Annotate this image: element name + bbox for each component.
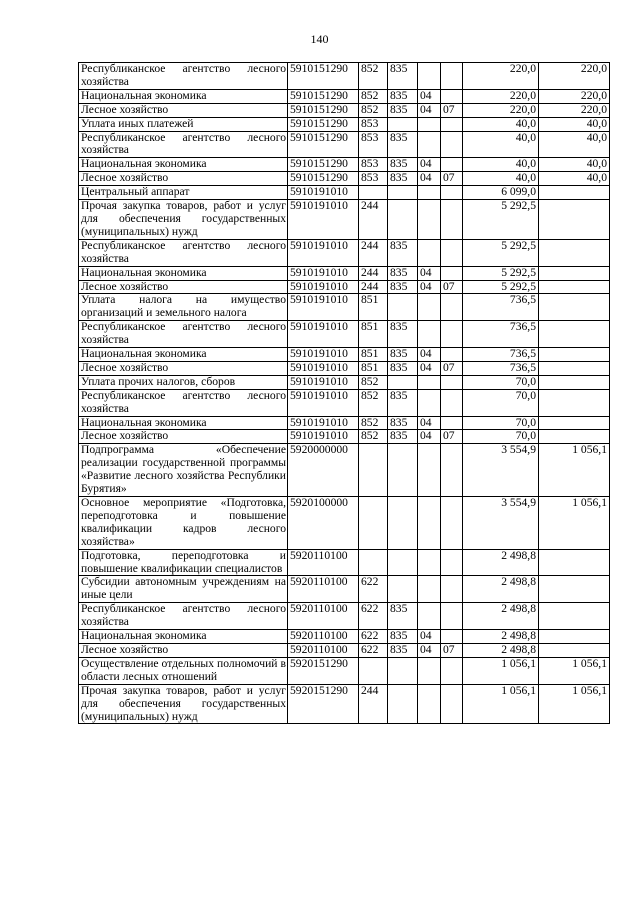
table-row	[79, 444, 610, 497]
subsection-code: 07	[441, 643, 463, 657]
target-article-code: 5910191010	[288, 294, 359, 321]
table-row	[79, 266, 610, 280]
table-row	[79, 576, 610, 603]
subsection-code: 07	[441, 280, 463, 294]
administrator-code: 835	[388, 103, 418, 117]
amount-second-cell	[539, 630, 610, 644]
amount-second-cell: 40,0	[539, 131, 610, 158]
section-code	[418, 321, 441, 348]
target-article-code: 5920151290	[288, 684, 359, 724]
section-code: 04	[418, 172, 441, 186]
amount-cell: 2 498,8	[463, 576, 539, 603]
expense-type-code: 853	[359, 158, 388, 172]
subsection-code	[441, 321, 463, 348]
table-row	[79, 103, 610, 117]
subsection-code	[441, 416, 463, 430]
expense-type-code: 622	[359, 603, 388, 630]
table-row	[79, 239, 610, 266]
table-row	[79, 348, 610, 362]
amount-cell: 1 056,1	[463, 684, 539, 724]
table-row	[79, 158, 610, 172]
amount-second-cell	[539, 375, 610, 389]
subsection-code	[441, 389, 463, 416]
target-article-code: 5910151290	[288, 103, 359, 117]
expense-type-code	[359, 186, 388, 200]
row-name: Национальная экономика	[79, 266, 288, 280]
target-article-code: 5920000000	[288, 444, 359, 497]
subsection-code: 07	[441, 172, 463, 186]
amount-second-cell: 220,0	[539, 89, 610, 103]
row-name: Подготовка, переподготовка и повышение квалификации специалистов	[79, 549, 288, 576]
amount-second-cell	[539, 361, 610, 375]
subsection-code	[441, 576, 463, 603]
section-code: 04	[418, 430, 441, 444]
subsection-code	[441, 266, 463, 280]
table-row	[79, 375, 610, 389]
administrator-code: 835	[388, 89, 418, 103]
administrator-code: 835	[388, 630, 418, 644]
administrator-code: 835	[388, 158, 418, 172]
section-code	[418, 63, 441, 90]
target-article-code: 5910151290	[288, 63, 359, 90]
expense-type-code	[359, 444, 388, 497]
target-article-code: 5910191010	[288, 200, 359, 240]
administrator-code	[388, 294, 418, 321]
amount-cell: 736,5	[463, 294, 539, 321]
table-row	[79, 280, 610, 294]
amount-cell: 5 292,5	[463, 280, 539, 294]
amount-cell: 5 292,5	[463, 200, 539, 240]
target-article-code: 5910151290	[288, 172, 359, 186]
amount-cell: 6 099,0	[463, 186, 539, 200]
table-row	[79, 200, 610, 240]
expense-type-code: 244	[359, 280, 388, 294]
amount-second-cell	[539, 549, 610, 576]
expense-type-code: 852	[359, 389, 388, 416]
expense-type-code: 852	[359, 375, 388, 389]
subsection-code	[441, 684, 463, 724]
subsection-code	[441, 131, 463, 158]
amount-second-cell: 40,0	[539, 117, 610, 131]
target-article-code: 5920110100	[288, 576, 359, 603]
subsection-code	[441, 186, 463, 200]
subsection-code	[441, 375, 463, 389]
target-article-code: 5920110100	[288, 603, 359, 630]
amount-second-cell	[539, 643, 610, 657]
table-row	[79, 643, 610, 657]
amount-cell: 2 498,8	[463, 630, 539, 644]
row-name: Национальная экономика	[79, 630, 288, 644]
amount-cell: 220,0	[463, 89, 539, 103]
section-code	[418, 239, 441, 266]
amount-cell: 2 498,8	[463, 549, 539, 576]
expense-type-code: 852	[359, 430, 388, 444]
row-name: Лесное хозяйство	[79, 103, 288, 117]
row-name: Уплата иных платежей	[79, 117, 288, 131]
table-body	[79, 63, 610, 724]
amount-cell: 70,0	[463, 375, 539, 389]
section-code	[418, 200, 441, 240]
amount-cell: 5 292,5	[463, 266, 539, 280]
administrator-code: 835	[388, 321, 418, 348]
expense-type-code: 852	[359, 103, 388, 117]
target-article-code: 5910191010	[288, 321, 359, 348]
amount-cell: 2 498,8	[463, 643, 539, 657]
section-code	[418, 576, 441, 603]
row-name: Республиканское агентство лесного хозяйства	[79, 63, 288, 90]
section-code	[418, 294, 441, 321]
subsection-code	[441, 444, 463, 497]
expense-type-code: 244	[359, 200, 388, 240]
administrator-code	[388, 549, 418, 576]
administrator-code	[388, 375, 418, 389]
amount-second-cell: 40,0	[539, 158, 610, 172]
amount-second-cell	[539, 294, 610, 321]
amount-cell: 736,5	[463, 321, 539, 348]
row-name: Лесное хозяйство	[79, 361, 288, 375]
amount-second-cell: 1 056,1	[539, 684, 610, 724]
table-row	[79, 172, 610, 186]
target-article-code: 5910191010	[288, 186, 359, 200]
subsection-code	[441, 549, 463, 576]
target-article-code: 5920100000	[288, 497, 359, 550]
row-name: Подпрограмма «Обеспечение реализации государственной программы «Развитие лесного хозяйства Республики Бурятия»	[79, 444, 288, 497]
budget-table	[78, 62, 610, 724]
administrator-code	[388, 684, 418, 724]
administrator-code	[388, 117, 418, 131]
expense-type-code: 852	[359, 89, 388, 103]
section-code: 04	[418, 348, 441, 362]
expense-type-code	[359, 497, 388, 550]
section-code: 04	[418, 643, 441, 657]
subsection-code	[441, 348, 463, 362]
amount-second-cell	[539, 576, 610, 603]
administrator-code	[388, 200, 418, 240]
expense-type-code: 852	[359, 63, 388, 90]
administrator-code	[388, 497, 418, 550]
table-row	[79, 603, 610, 630]
administrator-code: 835	[388, 643, 418, 657]
section-code	[418, 117, 441, 131]
row-name: Субсидии автономным учреждениям на иные цели	[79, 576, 288, 603]
administrator-code: 835	[388, 280, 418, 294]
row-name: Национальная экономика	[79, 348, 288, 362]
table-row	[79, 684, 610, 724]
amount-cell: 3 554,9	[463, 444, 539, 497]
section-code: 04	[418, 630, 441, 644]
section-code: 04	[418, 266, 441, 280]
row-name: Республиканское агентство лесного хозяйства	[79, 131, 288, 158]
row-name: Осуществление отдельных полномочий в области лесных отношений	[79, 657, 288, 684]
administrator-code: 835	[388, 348, 418, 362]
table-row	[79, 497, 610, 550]
expense-type-code: 851	[359, 348, 388, 362]
row-name: Прочая закупка товаров, работ и услуг для обеспечения государственных (муниципальных) нужд	[79, 200, 288, 240]
administrator-code	[388, 444, 418, 497]
row-name: Республиканское агентство лесного хозяйства	[79, 321, 288, 348]
table-row	[79, 131, 610, 158]
section-code	[418, 131, 441, 158]
expense-type-code: 622	[359, 643, 388, 657]
target-article-code: 5920110100	[288, 643, 359, 657]
amount-cell: 1 056,1	[463, 657, 539, 684]
table-row	[79, 89, 610, 103]
amount-second-cell: 220,0	[539, 103, 610, 117]
table-row	[79, 361, 610, 375]
administrator-code: 835	[388, 266, 418, 280]
section-code: 04	[418, 103, 441, 117]
subsection-code	[441, 497, 463, 550]
target-article-code: 5910151290	[288, 131, 359, 158]
administrator-code: 835	[388, 416, 418, 430]
expense-type-code: 244	[359, 266, 388, 280]
amount-second-cell	[539, 186, 610, 200]
table-row	[79, 321, 610, 348]
amount-cell: 70,0	[463, 430, 539, 444]
subsection-code	[441, 239, 463, 266]
table-row	[79, 549, 610, 576]
amount-second-cell	[539, 280, 610, 294]
target-article-code: 5910191010	[288, 280, 359, 294]
row-name: Уплата прочих налогов, сборов	[79, 375, 288, 389]
table-row	[79, 117, 610, 131]
administrator-code: 835	[388, 63, 418, 90]
amount-second-cell	[539, 389, 610, 416]
expense-type-code: 851	[359, 294, 388, 321]
table-row	[79, 657, 610, 684]
section-code	[418, 186, 441, 200]
expense-type-code: 244	[359, 239, 388, 266]
target-article-code: 5910151290	[288, 89, 359, 103]
amount-second-cell	[539, 416, 610, 430]
target-article-code: 5910191010	[288, 361, 359, 375]
amount-cell: 736,5	[463, 348, 539, 362]
amount-second-cell	[539, 430, 610, 444]
row-name: Лесное хозяйство	[79, 280, 288, 294]
amount-second-cell: 1 056,1	[539, 497, 610, 550]
subsection-code	[441, 657, 463, 684]
expense-type-code: 853	[359, 172, 388, 186]
row-name: Национальная экономика	[79, 158, 288, 172]
expense-type-code	[359, 657, 388, 684]
row-name: Национальная экономика	[79, 416, 288, 430]
section-code	[418, 657, 441, 684]
row-name: Республиканское агентство лесного хозяйства	[79, 389, 288, 416]
amount-second-cell	[539, 321, 610, 348]
amount-cell: 3 554,9	[463, 497, 539, 550]
amount-second-cell: 1 056,1	[539, 444, 610, 497]
amount-cell: 70,0	[463, 389, 539, 416]
amount-cell: 40,0	[463, 131, 539, 158]
row-name: Лесное хозяйство	[79, 172, 288, 186]
table-row	[79, 186, 610, 200]
section-code: 04	[418, 280, 441, 294]
subsection-code	[441, 89, 463, 103]
target-article-code: 5910191010	[288, 239, 359, 266]
target-article-code: 5910191010	[288, 375, 359, 389]
administrator-code: 835	[388, 430, 418, 444]
target-article-code: 5920110100	[288, 549, 359, 576]
subsection-code	[441, 158, 463, 172]
table-row	[79, 389, 610, 416]
table-row	[79, 430, 610, 444]
administrator-code	[388, 657, 418, 684]
target-article-code: 5910151290	[288, 158, 359, 172]
subsection-code	[441, 63, 463, 90]
subsection-code	[441, 630, 463, 644]
expense-type-code	[359, 549, 388, 576]
subsection-code	[441, 200, 463, 240]
row-name: Прочая закупка товаров, работ и услуг для обеспечения государственных (муниципальных) нужд	[79, 684, 288, 724]
target-article-code: 5910191010	[288, 430, 359, 444]
section-code	[418, 549, 441, 576]
subsection-code: 07	[441, 361, 463, 375]
section-code	[418, 389, 441, 416]
amount-cell: 736,5	[463, 361, 539, 375]
section-code: 04	[418, 416, 441, 430]
row-name: Республиканское агентство лесного хозяйства	[79, 603, 288, 630]
target-article-code: 5920110100	[288, 630, 359, 644]
row-name: Лесное хозяйство	[79, 643, 288, 657]
subsection-code: 07	[441, 103, 463, 117]
amount-cell: 40,0	[463, 158, 539, 172]
subsection-code	[441, 294, 463, 321]
administrator-code	[388, 186, 418, 200]
amount-cell: 2 498,8	[463, 603, 539, 630]
target-article-code: 5910191010	[288, 389, 359, 416]
amount-second-cell	[539, 239, 610, 266]
row-name: Уплата налога на имущество организаций и земельного налога	[79, 294, 288, 321]
amount-second-cell: 40,0	[539, 172, 610, 186]
amount-second-cell	[539, 200, 610, 240]
row-name: Основное мероприятие «Подготовка, переподготовка и повышение квалификации кадров лесного хозяйства»	[79, 497, 288, 550]
amount-second-cell: 1 056,1	[539, 657, 610, 684]
target-article-code: 5910191010	[288, 266, 359, 280]
table-row	[79, 294, 610, 321]
amount-cell: 40,0	[463, 117, 539, 131]
expense-type-code: 851	[359, 321, 388, 348]
expense-type-code: 622	[359, 630, 388, 644]
administrator-code	[388, 576, 418, 603]
target-article-code: 5910191010	[288, 416, 359, 430]
administrator-code: 835	[388, 361, 418, 375]
expense-type-code: 622	[359, 576, 388, 603]
row-name: Лесное хозяйство	[79, 430, 288, 444]
administrator-code: 835	[388, 131, 418, 158]
expense-type-code: 851	[359, 361, 388, 375]
section-code	[418, 497, 441, 550]
row-name: Республиканское агентство лесного хозяйства	[79, 239, 288, 266]
subsection-code: 07	[441, 430, 463, 444]
expense-type-code: 853	[359, 131, 388, 158]
section-code	[418, 375, 441, 389]
administrator-code: 835	[388, 172, 418, 186]
section-code	[418, 444, 441, 497]
section-code	[418, 684, 441, 724]
row-name: Национальная экономика	[79, 89, 288, 103]
amount-cell: 40,0	[463, 172, 539, 186]
subsection-code	[441, 117, 463, 131]
table-row	[79, 63, 610, 90]
amount-second-cell	[539, 348, 610, 362]
administrator-code: 835	[388, 603, 418, 630]
section-code: 04	[418, 89, 441, 103]
amount-second-cell	[539, 266, 610, 280]
expense-type-code: 853	[359, 117, 388, 131]
section-code: 04	[418, 361, 441, 375]
target-article-code: 5910151290	[288, 117, 359, 131]
table-row	[79, 630, 610, 644]
section-code: 04	[418, 158, 441, 172]
expense-type-code: 852	[359, 416, 388, 430]
amount-cell: 220,0	[463, 63, 539, 90]
target-article-code: 5920151290	[288, 657, 359, 684]
administrator-code: 835	[388, 389, 418, 416]
amount-second-cell	[539, 603, 610, 630]
administrator-code: 835	[388, 239, 418, 266]
page-number: 140	[310, 32, 329, 46]
amount-cell: 5 292,5	[463, 239, 539, 266]
row-name: Центральный аппарат	[79, 186, 288, 200]
amount-cell: 70,0	[463, 416, 539, 430]
table-row	[79, 416, 610, 430]
amount-cell: 220,0	[463, 103, 539, 117]
subsection-code	[441, 603, 463, 630]
amount-second-cell: 220,0	[539, 63, 610, 90]
target-article-code: 5910191010	[288, 348, 359, 362]
section-code	[418, 603, 441, 630]
expense-type-code: 244	[359, 684, 388, 724]
